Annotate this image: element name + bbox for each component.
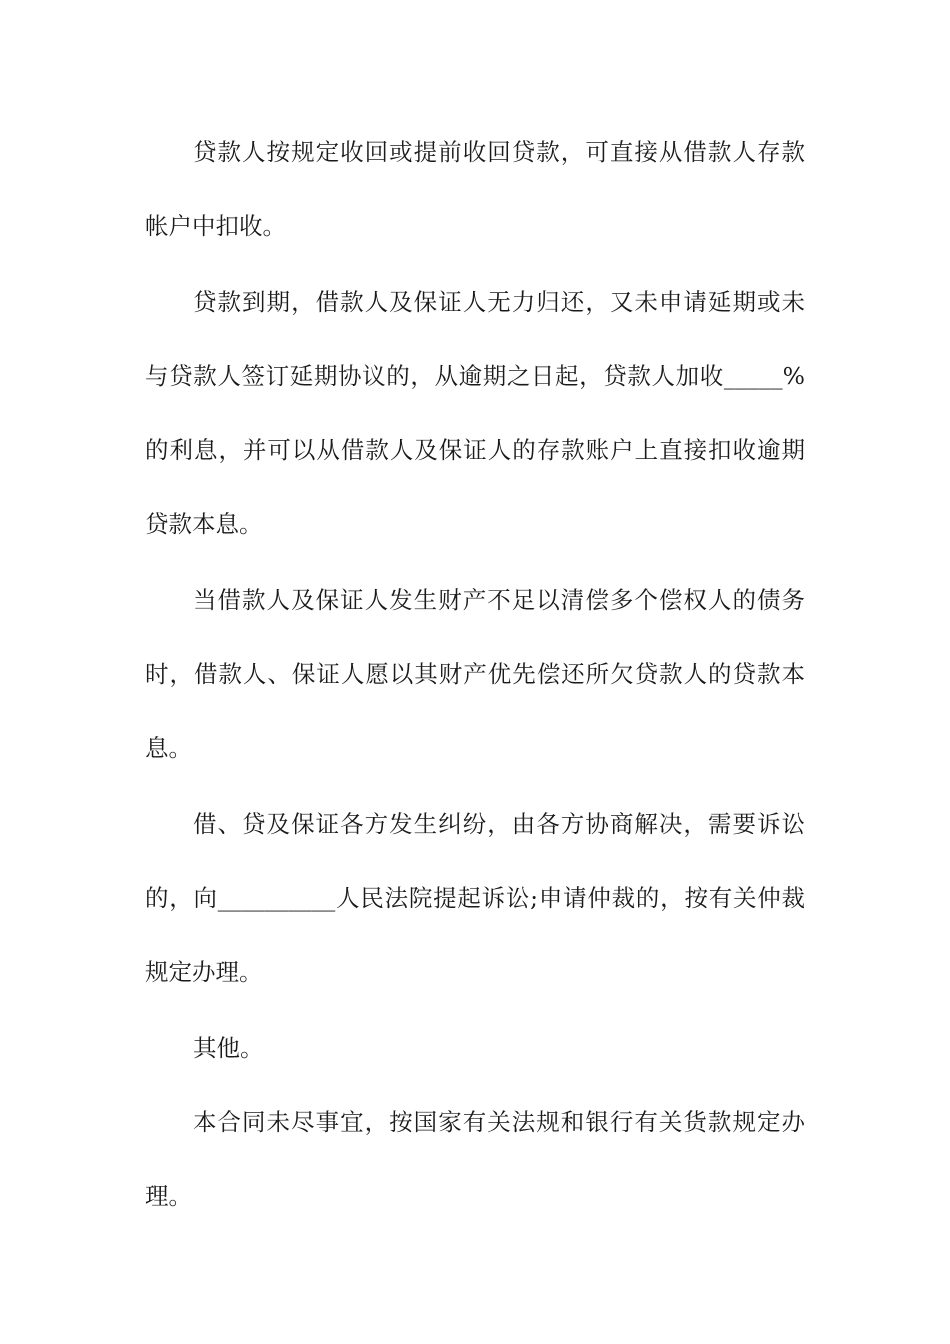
text-line: 时，借款人、保证人愿以其财产优先偿还所欠贷款人的贷款本 bbox=[145, 660, 805, 688]
text-line: 与贷款人签订延期协议的，从逾期之日起，贷款人加收_____% bbox=[145, 362, 805, 390]
text-line: 息。 bbox=[145, 734, 192, 762]
text-line: 贷款本息。 bbox=[145, 510, 263, 538]
text-line: 帐户中扣收。 bbox=[145, 212, 286, 240]
text-line: 借、贷及保证各方发生纠纷，由各方协商解决，需要诉讼 bbox=[193, 810, 805, 838]
text-line: 当借款人及保证人发生财产不足以清偿多个偿权人的债务 bbox=[193, 586, 805, 614]
text-line: 贷款到期，借款人及保证人无力归还，又未申请延期或未 bbox=[193, 288, 805, 316]
text-line: 规定办理。 bbox=[145, 958, 263, 986]
text-line: 贷款人按规定收回或提前收回贷款，可直接从借款人存款 bbox=[193, 138, 805, 166]
text-line: 其他。 bbox=[193, 1034, 264, 1062]
text-line: 理。 bbox=[145, 1182, 192, 1210]
text-line: 的，向__________人民法院提起诉讼;申请仲裁的，按有关仲裁 bbox=[145, 884, 805, 912]
text-line: 的利息，并可以从借款人及保证人的存款账户上直接扣收逾期 bbox=[145, 436, 805, 464]
text-line: 本合同未尽事宜，按国家有关法规和银行有关货款规定办 bbox=[193, 1108, 805, 1136]
